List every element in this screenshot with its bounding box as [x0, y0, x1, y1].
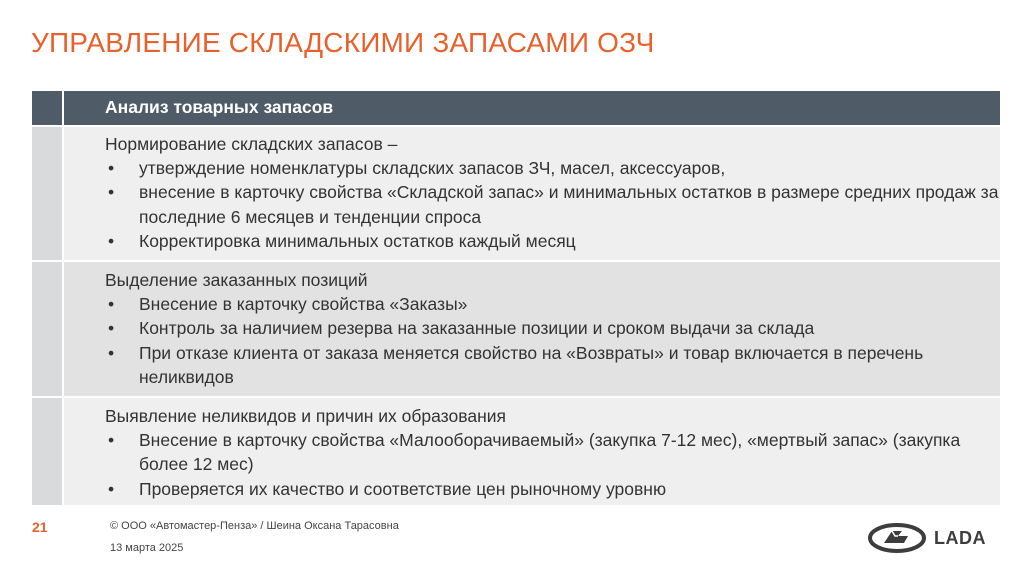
row-marker — [32, 262, 62, 396]
bullet-item: • утверждение номенклатуры складских запасов ЗЧ, масел, аксессуаров, — [105, 156, 1000, 180]
bullet-item: • Внесение в карточку свойства «Малооборачиваемый» (закупка 7-12 мес), «мертвый запас» (закупка более 12 мес) — [105, 428, 1000, 476]
table-row — [32, 127, 1000, 262]
bullet-item: • Контроль за наличием резерва на заказанные позиции и сроком выдачи за склада — [105, 316, 1000, 340]
row-content — [62, 262, 1000, 396]
table-header-title: Анализ товарных запасов — [62, 91, 1000, 125]
row-content — [62, 398, 1000, 505]
inventory-analysis-table — [32, 91, 1000, 507]
section-heading: Выделение заказанных позиций — [105, 270, 368, 290]
row-marker — [32, 398, 62, 505]
bullet-item: • При отказе клиента от заказа меняется свойство на «Возвраты» и товар включается в перечень неликвидов — [105, 341, 1000, 389]
bullet-item: • Проверяется их качество и соответствие цен рыночному уровню — [105, 477, 1000, 501]
table-row — [32, 262, 1000, 398]
bullet-item: • Внесение в карточку свойства «Заказы» — [105, 292, 1000, 316]
page-number: 21 — [32, 519, 48, 535]
section-heading: Нормирование складских запасов – — [105, 134, 398, 154]
lada-logo — [868, 521, 1000, 555]
row-marker — [32, 127, 62, 260]
table-header-row — [32, 91, 1000, 127]
bullet-item: • внесение в карточку свойства «Складской запас» и минимальных остатков в размере средних продаж за последние 6 месяцев и тенденции спроса — [105, 180, 1000, 228]
slide-title: УПРАВЛЕНИЕ СКЛАДСКИМИ ЗАПАСАМИ ОЗЧ — [31, 27, 655, 58]
row-content — [62, 127, 1000, 260]
lada-boat-icon — [868, 523, 926, 553]
table-header-marker — [32, 91, 62, 125]
logo-text: LADA — [934, 527, 986, 548]
bullet-item: • Корректировка минимальных остатков каждый месяц — [105, 229, 1000, 253]
slide-date: 13 марта 2025 — [110, 542, 184, 554]
table-row — [32, 398, 1000, 507]
section-heading: Выявление неликвидов и причин их образования — [105, 406, 506, 426]
copyright-text: © ООО «Автомастер-Пенза» / Шеина Оксана Тарасовна — [110, 520, 399, 532]
